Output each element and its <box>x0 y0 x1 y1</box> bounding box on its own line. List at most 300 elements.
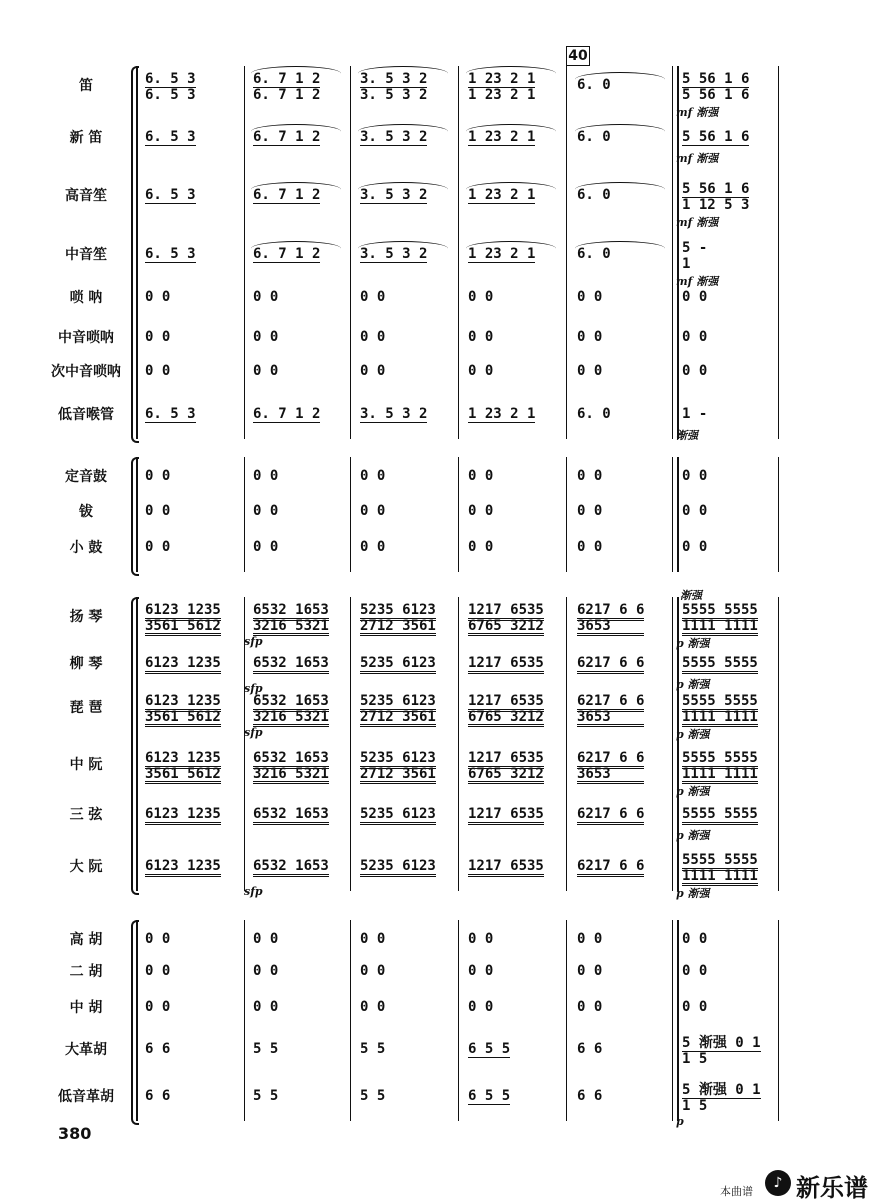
notes-upper: 5235 6123 <box>360 693 436 712</box>
notes-upper: 5 5 <box>360 1088 386 1104</box>
notes-upper: 0 0 <box>682 963 708 979</box>
notes-upper: 0 0 <box>360 363 386 379</box>
measure-cell <box>360 751 436 784</box>
notes-upper: 0 0 <box>145 931 171 947</box>
notes-upper: 3. 5 3 2 <box>360 246 428 262</box>
notes-lower: 1111 1111 <box>682 868 758 884</box>
notes-lower: 3653 <box>577 619 644 636</box>
measure-cell <box>360 807 436 821</box>
notes-upper: 6. 5 3 <box>145 71 196 87</box>
notes-upper: 1 23 2 1 <box>468 246 536 262</box>
measure-cell <box>145 1089 170 1103</box>
notes-upper: 5 56 1 6 <box>682 71 750 87</box>
bar-line <box>136 457 138 572</box>
measure-cell <box>253 504 278 518</box>
instrument-name: 中 胡 <box>69 1000 103 1016</box>
notes-upper: 5 5 <box>253 1088 279 1104</box>
measure-cell <box>577 932 602 946</box>
notes-upper: 6217 6 6 <box>577 858 644 877</box>
measure-cell <box>468 1000 493 1014</box>
notes-lower: 1111 1111 <box>682 766 758 782</box>
bar-line <box>136 66 138 439</box>
notes-upper: 3. 5 3 2 <box>360 71 428 87</box>
notes-upper: 0 0 <box>253 999 279 1015</box>
notes-upper: 0 0 <box>145 329 171 345</box>
bar-line <box>778 457 779 572</box>
bar-line <box>778 920 779 1121</box>
notes-lower: 3216 5321 <box>253 766 329 782</box>
notes-upper: 1217 6535 <box>468 602 544 621</box>
dynamic-marking: p 渐强 <box>676 785 710 798</box>
measure-cell <box>682 469 707 483</box>
notes-upper: 0 0 <box>577 363 603 379</box>
notes-upper: 6123 1235 <box>145 806 221 825</box>
measure-cell <box>360 859 436 873</box>
notes-upper: 0 0 <box>145 999 171 1015</box>
measure-cell <box>145 603 221 636</box>
phrase-slur <box>575 182 665 197</box>
measure-cell <box>145 751 221 784</box>
dynamic-marking: 渐强 <box>676 429 698 442</box>
notes-upper: 0 0 <box>577 931 603 947</box>
notes-upper: 0 0 <box>577 539 603 555</box>
notes-upper: 6123 1235 <box>145 750 221 769</box>
bar-line <box>458 66 459 439</box>
measure-cell <box>360 504 385 518</box>
notes-upper: 6532 1653 <box>253 858 329 877</box>
watermark-logo-icon: ♪ <box>765 1170 791 1196</box>
bar-line <box>244 920 245 1121</box>
phrase-slur <box>251 182 341 197</box>
dynamic-marking-sfp: sfp <box>244 635 263 648</box>
notes-upper: 0 0 <box>468 963 494 979</box>
measure-cell <box>682 72 749 102</box>
dynamic-marking-sfp: sfp <box>244 885 263 898</box>
notes-upper: 5 5 <box>360 1041 386 1057</box>
measure-cell <box>682 1000 707 1014</box>
instrument-name: 高 胡 <box>69 932 103 948</box>
notes-upper: 6. 7 1 2 <box>253 246 321 262</box>
bar-line <box>566 597 567 891</box>
notes-upper: 5 渐强 0 1 <box>682 1082 761 1098</box>
measure-cell <box>577 540 602 554</box>
instrument-name: 次中音唢呐 <box>51 364 121 380</box>
notes-upper: 6217 6 6 <box>577 693 644 712</box>
instrument-name: 中音唢呐 <box>58 330 114 346</box>
phrase-slur <box>358 241 448 256</box>
measure-cell <box>145 72 196 102</box>
phrase-slur <box>251 66 341 81</box>
measure-cell <box>682 751 758 784</box>
notes-upper: 1 23 2 1 <box>468 187 536 203</box>
phrase-slur <box>466 124 556 139</box>
measure-cell <box>468 807 544 821</box>
measure-cell <box>360 656 436 670</box>
notes-lower: 6765 3212 <box>468 618 544 634</box>
dynamic-marking: p 渐强 <box>676 637 710 650</box>
instrument-name: 中 阮 <box>69 757 103 773</box>
instrument-name: 唢 呐 <box>69 290 103 306</box>
notes-lower: 6765 3212 <box>468 766 544 782</box>
notes-upper: 3. 5 3 2 <box>360 187 428 203</box>
measure-cell <box>468 290 493 304</box>
phrase-slur <box>251 124 341 139</box>
bar-line <box>672 597 673 891</box>
measure-cell <box>682 603 758 636</box>
measure-cell <box>682 241 707 271</box>
measure-cell <box>577 364 602 378</box>
measure-cell <box>253 964 278 978</box>
measure-cell <box>577 330 602 344</box>
measure-cell <box>360 932 385 946</box>
measure-cell <box>360 1042 385 1056</box>
notes-upper: 1217 6535 <box>468 858 544 877</box>
notes-upper: 0 0 <box>468 931 494 947</box>
measure-cell <box>360 540 385 554</box>
bar-line <box>350 920 351 1121</box>
notes-upper: 6 6 <box>577 1088 603 1104</box>
notes-upper: 6532 1653 <box>253 655 329 674</box>
notes-upper: 5235 6123 <box>360 655 436 674</box>
measure-cell <box>360 1089 385 1103</box>
dynamic-marking: mf 渐强 <box>676 275 719 288</box>
notes-upper: 6. 7 1 2 <box>253 71 321 87</box>
notes-upper: 0 0 <box>468 999 494 1015</box>
double-bar-line <box>677 66 679 439</box>
notes-upper: 0 0 <box>468 289 494 305</box>
phrase-slur <box>358 124 448 139</box>
double-bar-line <box>677 457 679 572</box>
measure-cell <box>145 540 170 554</box>
phrase-slur <box>466 66 556 81</box>
measure-cell <box>145 130 196 144</box>
notes-upper: 1 23 2 1 <box>468 129 536 145</box>
measure-cell <box>145 694 221 727</box>
notes-upper: 6123 1235 <box>145 693 221 712</box>
notes-upper: 0 0 <box>253 539 279 555</box>
measure-cell <box>360 1000 385 1014</box>
notes-upper: 6217 6 6 <box>577 806 644 825</box>
bar-line <box>136 920 138 1121</box>
measure-cell <box>682 694 758 727</box>
bar-line <box>458 597 459 891</box>
notes-upper: 0 0 <box>253 289 279 305</box>
notes-upper: 0 0 <box>468 503 494 519</box>
notes-upper: 0 0 <box>577 999 603 1015</box>
notes-lower: 3216 5321 <box>253 618 329 634</box>
notes-upper: 6 5 5 <box>468 1041 511 1057</box>
notes-upper: 5 5 <box>253 1041 279 1057</box>
notes-upper: 6123 1235 <box>145 655 221 674</box>
measure-cell <box>577 407 611 421</box>
notes-lower: 1111 1111 <box>682 709 758 725</box>
notes-lower: 1 5 <box>682 1051 708 1067</box>
measure-cell <box>682 130 749 144</box>
measure-cell <box>468 656 544 670</box>
instrument-name: 小 鼓 <box>69 540 103 556</box>
measure-cell <box>145 364 170 378</box>
phrase-slur <box>466 182 556 197</box>
dynamic-marking-above: 渐强 <box>680 589 702 602</box>
bar-line <box>350 597 351 891</box>
notes-lower: 6. 7 1 2 <box>253 87 321 103</box>
instrument-name: 大 阮 <box>69 859 103 875</box>
notes-upper: 3. 5 3 2 <box>360 129 428 145</box>
notes-upper: 6. 7 1 2 <box>253 129 321 145</box>
notes-upper: 0 0 <box>145 539 171 555</box>
notes-lower: 2712 3561 <box>360 709 436 725</box>
bar-line <box>566 920 567 1121</box>
notes-upper: 0 0 <box>682 503 708 519</box>
measure-cell <box>253 1042 278 1056</box>
measure-cell <box>360 407 427 421</box>
dynamic-marking: p 渐强 <box>676 829 710 842</box>
notes-upper: 6. 0 <box>577 246 611 262</box>
measure-cell <box>577 964 602 978</box>
notes-upper: 0 0 <box>360 289 386 305</box>
measure-cell <box>253 807 329 821</box>
measure-cell <box>145 964 170 978</box>
bar-line <box>778 597 779 891</box>
measure-cell <box>682 853 758 886</box>
measure-cell <box>682 964 707 978</box>
measure-cell <box>468 1042 510 1056</box>
measure-cell <box>468 964 493 978</box>
measure-cell <box>577 656 644 670</box>
measure-cell <box>468 694 544 727</box>
measure-cell <box>145 1000 170 1014</box>
notes-upper: 0 0 <box>253 468 279 484</box>
notes-upper: 6 6 <box>145 1088 171 1104</box>
notes-upper: 6217 6 6 <box>577 602 644 621</box>
notes-upper: 6217 6 6 <box>577 750 644 769</box>
notes-upper: 0 0 <box>682 468 708 484</box>
notes-lower: 6. 5 3 <box>145 87 196 103</box>
notes-upper: 5 56 1 6 <box>682 181 750 197</box>
notes-upper: 0 0 <box>682 289 708 305</box>
notes-upper: 1 - <box>682 406 708 422</box>
notes-upper: 0 0 <box>253 363 279 379</box>
notes-lower: 1 <box>682 256 691 272</box>
page-number: 380 <box>58 1124 92 1143</box>
notes-upper: 0 0 <box>145 289 171 305</box>
measure-cell <box>253 694 329 727</box>
notes-upper: 0 0 <box>145 503 171 519</box>
instrument-name: 低音革胡 <box>58 1089 114 1105</box>
measure-cell <box>468 540 493 554</box>
instrument-name: 高音笙 <box>65 188 107 204</box>
notes-upper: 0 0 <box>682 363 708 379</box>
bar-line <box>672 66 673 439</box>
dynamic-marking-sfp: sfp <box>244 682 263 695</box>
measure-cell <box>145 407 196 421</box>
measure-cell <box>253 751 329 784</box>
measure-cell <box>253 364 278 378</box>
measure-cell <box>145 469 170 483</box>
dynamic-marking: p 渐强 <box>676 678 710 691</box>
notes-upper: 5 - <box>682 240 708 256</box>
measure-cell <box>577 290 602 304</box>
bar-line <box>136 597 138 891</box>
measure-cell <box>468 504 493 518</box>
measure-cell <box>468 364 493 378</box>
measure-cell <box>577 469 602 483</box>
measure-cell <box>682 656 758 670</box>
measure-cell <box>360 694 436 727</box>
measure-cell <box>253 932 278 946</box>
notes-upper: 5555 5555 <box>682 693 758 712</box>
measure-cell <box>360 330 385 344</box>
measure-cell <box>145 247 196 261</box>
notes-upper: 1 23 2 1 <box>468 406 536 422</box>
notes-upper: 6 5 5 <box>468 1088 511 1104</box>
notes-upper: 0 0 <box>145 963 171 979</box>
bar-line <box>566 457 567 572</box>
notes-lower: 3561 5612 <box>145 618 221 634</box>
notes-upper: 0 0 <box>577 329 603 345</box>
watermark-caption: 本曲谱 <box>720 1185 753 1198</box>
bar-line <box>458 920 459 1121</box>
notes-upper: 0 0 <box>468 468 494 484</box>
notes-upper: 0 0 <box>682 931 708 947</box>
measure-cell <box>468 603 544 636</box>
instrument-name: 中音笙 <box>65 247 107 263</box>
dynamic-marking: p 渐强 <box>676 887 710 900</box>
notes-upper: 6. 7 1 2 <box>253 187 321 203</box>
notes-upper: 1 23 2 1 <box>468 71 536 87</box>
notes-upper: 0 0 <box>682 539 708 555</box>
notes-upper: 6532 1653 <box>253 750 329 769</box>
notes-upper: 0 0 <box>577 468 603 484</box>
notes-upper: 0 0 <box>360 931 386 947</box>
notes-lower: 3216 5321 <box>253 709 329 725</box>
measure-cell <box>360 290 385 304</box>
notes-upper: 0 0 <box>468 363 494 379</box>
bar-line <box>244 66 245 439</box>
phrase-slur <box>358 182 448 197</box>
notes-upper: 6532 1653 <box>253 693 329 712</box>
rehearsal-mark: 40 <box>566 46 590 66</box>
measure-cell <box>577 1042 602 1056</box>
notes-upper: 6. 5 3 <box>145 246 196 262</box>
notes-upper: 0 0 <box>145 468 171 484</box>
measure-cell <box>253 330 278 344</box>
measure-cell <box>145 290 170 304</box>
watermark-brand: 新乐谱 <box>796 1174 868 1202</box>
notes-lower: 3. 5 3 2 <box>360 87 428 103</box>
measure-cell <box>682 290 707 304</box>
instrument-name: 扬 琴 <box>69 609 103 625</box>
notes-upper: 0 0 <box>253 931 279 947</box>
notes-upper: 0 0 <box>468 329 494 345</box>
measure-cell <box>253 407 320 421</box>
measure-cell <box>360 469 385 483</box>
phrase-slur <box>575 72 665 87</box>
measure-cell <box>577 859 644 873</box>
dynamic-marking: mf 渐强 <box>676 152 719 165</box>
measure-cell <box>577 1089 602 1103</box>
bar-line <box>350 66 351 439</box>
notes-upper: 6. 5 3 <box>145 129 196 145</box>
measure-cell <box>577 504 602 518</box>
measure-cell <box>468 932 493 946</box>
notes-upper: 0 0 <box>360 329 386 345</box>
measure-cell <box>360 603 436 636</box>
instrument-name: 三 弦 <box>69 807 103 823</box>
measure-cell <box>145 656 221 670</box>
notes-upper: 5555 5555 <box>682 602 758 621</box>
bar-line <box>778 66 779 439</box>
measure-cell <box>253 603 329 636</box>
measure-cell <box>682 1083 761 1113</box>
notes-upper: 0 0 <box>253 963 279 979</box>
bar-line <box>672 920 673 1121</box>
notes-upper: 1217 6535 <box>468 655 544 674</box>
notes-upper: 6. 0 <box>577 77 611 93</box>
notes-lower: 3561 5612 <box>145 709 221 725</box>
measure-cell <box>253 290 278 304</box>
measure-cell <box>682 504 707 518</box>
measure-cell <box>360 964 385 978</box>
measure-cell <box>253 859 329 873</box>
notes-lower: 5 56 1 6 <box>682 87 750 103</box>
notes-upper: 3. 5 3 2 <box>360 406 428 422</box>
measure-cell <box>253 1089 278 1103</box>
notes-lower: 1 5 <box>682 1098 708 1114</box>
instrument-name: 定音鼓 <box>65 469 107 485</box>
measure-cell <box>468 1089 510 1103</box>
bar-line <box>244 457 245 572</box>
measure-cell <box>682 1036 761 1066</box>
phrase-slur <box>575 124 665 139</box>
measure-cell <box>682 182 749 212</box>
dynamic-marking: mf 渐强 <box>676 106 719 119</box>
measure-cell <box>145 188 196 202</box>
notes-upper: 0 0 <box>577 963 603 979</box>
dynamic-marking: p <box>676 1115 684 1128</box>
notes-upper: 0 0 <box>577 503 603 519</box>
measure-cell <box>468 469 493 483</box>
notes-upper: 5555 5555 <box>682 655 758 674</box>
measure-cell <box>682 540 707 554</box>
notes-upper: 5235 6123 <box>360 806 436 825</box>
instrument-name: 钹 <box>79 504 93 520</box>
measure-cell <box>253 540 278 554</box>
measure-cell <box>577 751 644 784</box>
notes-upper: 6 6 <box>577 1041 603 1057</box>
phrase-slur <box>575 241 665 256</box>
notes-upper: 0 0 <box>682 999 708 1015</box>
notes-upper: 5 渐强 0 1 <box>682 1035 761 1051</box>
notes-upper: 6. 5 3 <box>145 187 196 203</box>
notes-upper: 0 0 <box>145 363 171 379</box>
notes-upper: 6123 1235 <box>145 602 221 621</box>
notes-upper: 6. 7 1 2 <box>253 406 321 422</box>
measure-cell <box>360 364 385 378</box>
measure-cell <box>468 859 544 873</box>
measure-cell <box>468 751 544 784</box>
notes-upper: 0 0 <box>360 468 386 484</box>
dynamic-marking: p 渐强 <box>676 728 710 741</box>
measure-cell <box>682 807 758 821</box>
notes-upper: 0 0 <box>360 963 386 979</box>
measure-cell <box>468 330 493 344</box>
notes-upper: 6532 1653 <box>253 806 329 825</box>
phrase-slur <box>251 241 341 256</box>
notes-upper: 5555 5555 <box>682 852 758 871</box>
measure-cell <box>577 807 644 821</box>
dynamic-marking: mf 渐强 <box>676 216 719 229</box>
